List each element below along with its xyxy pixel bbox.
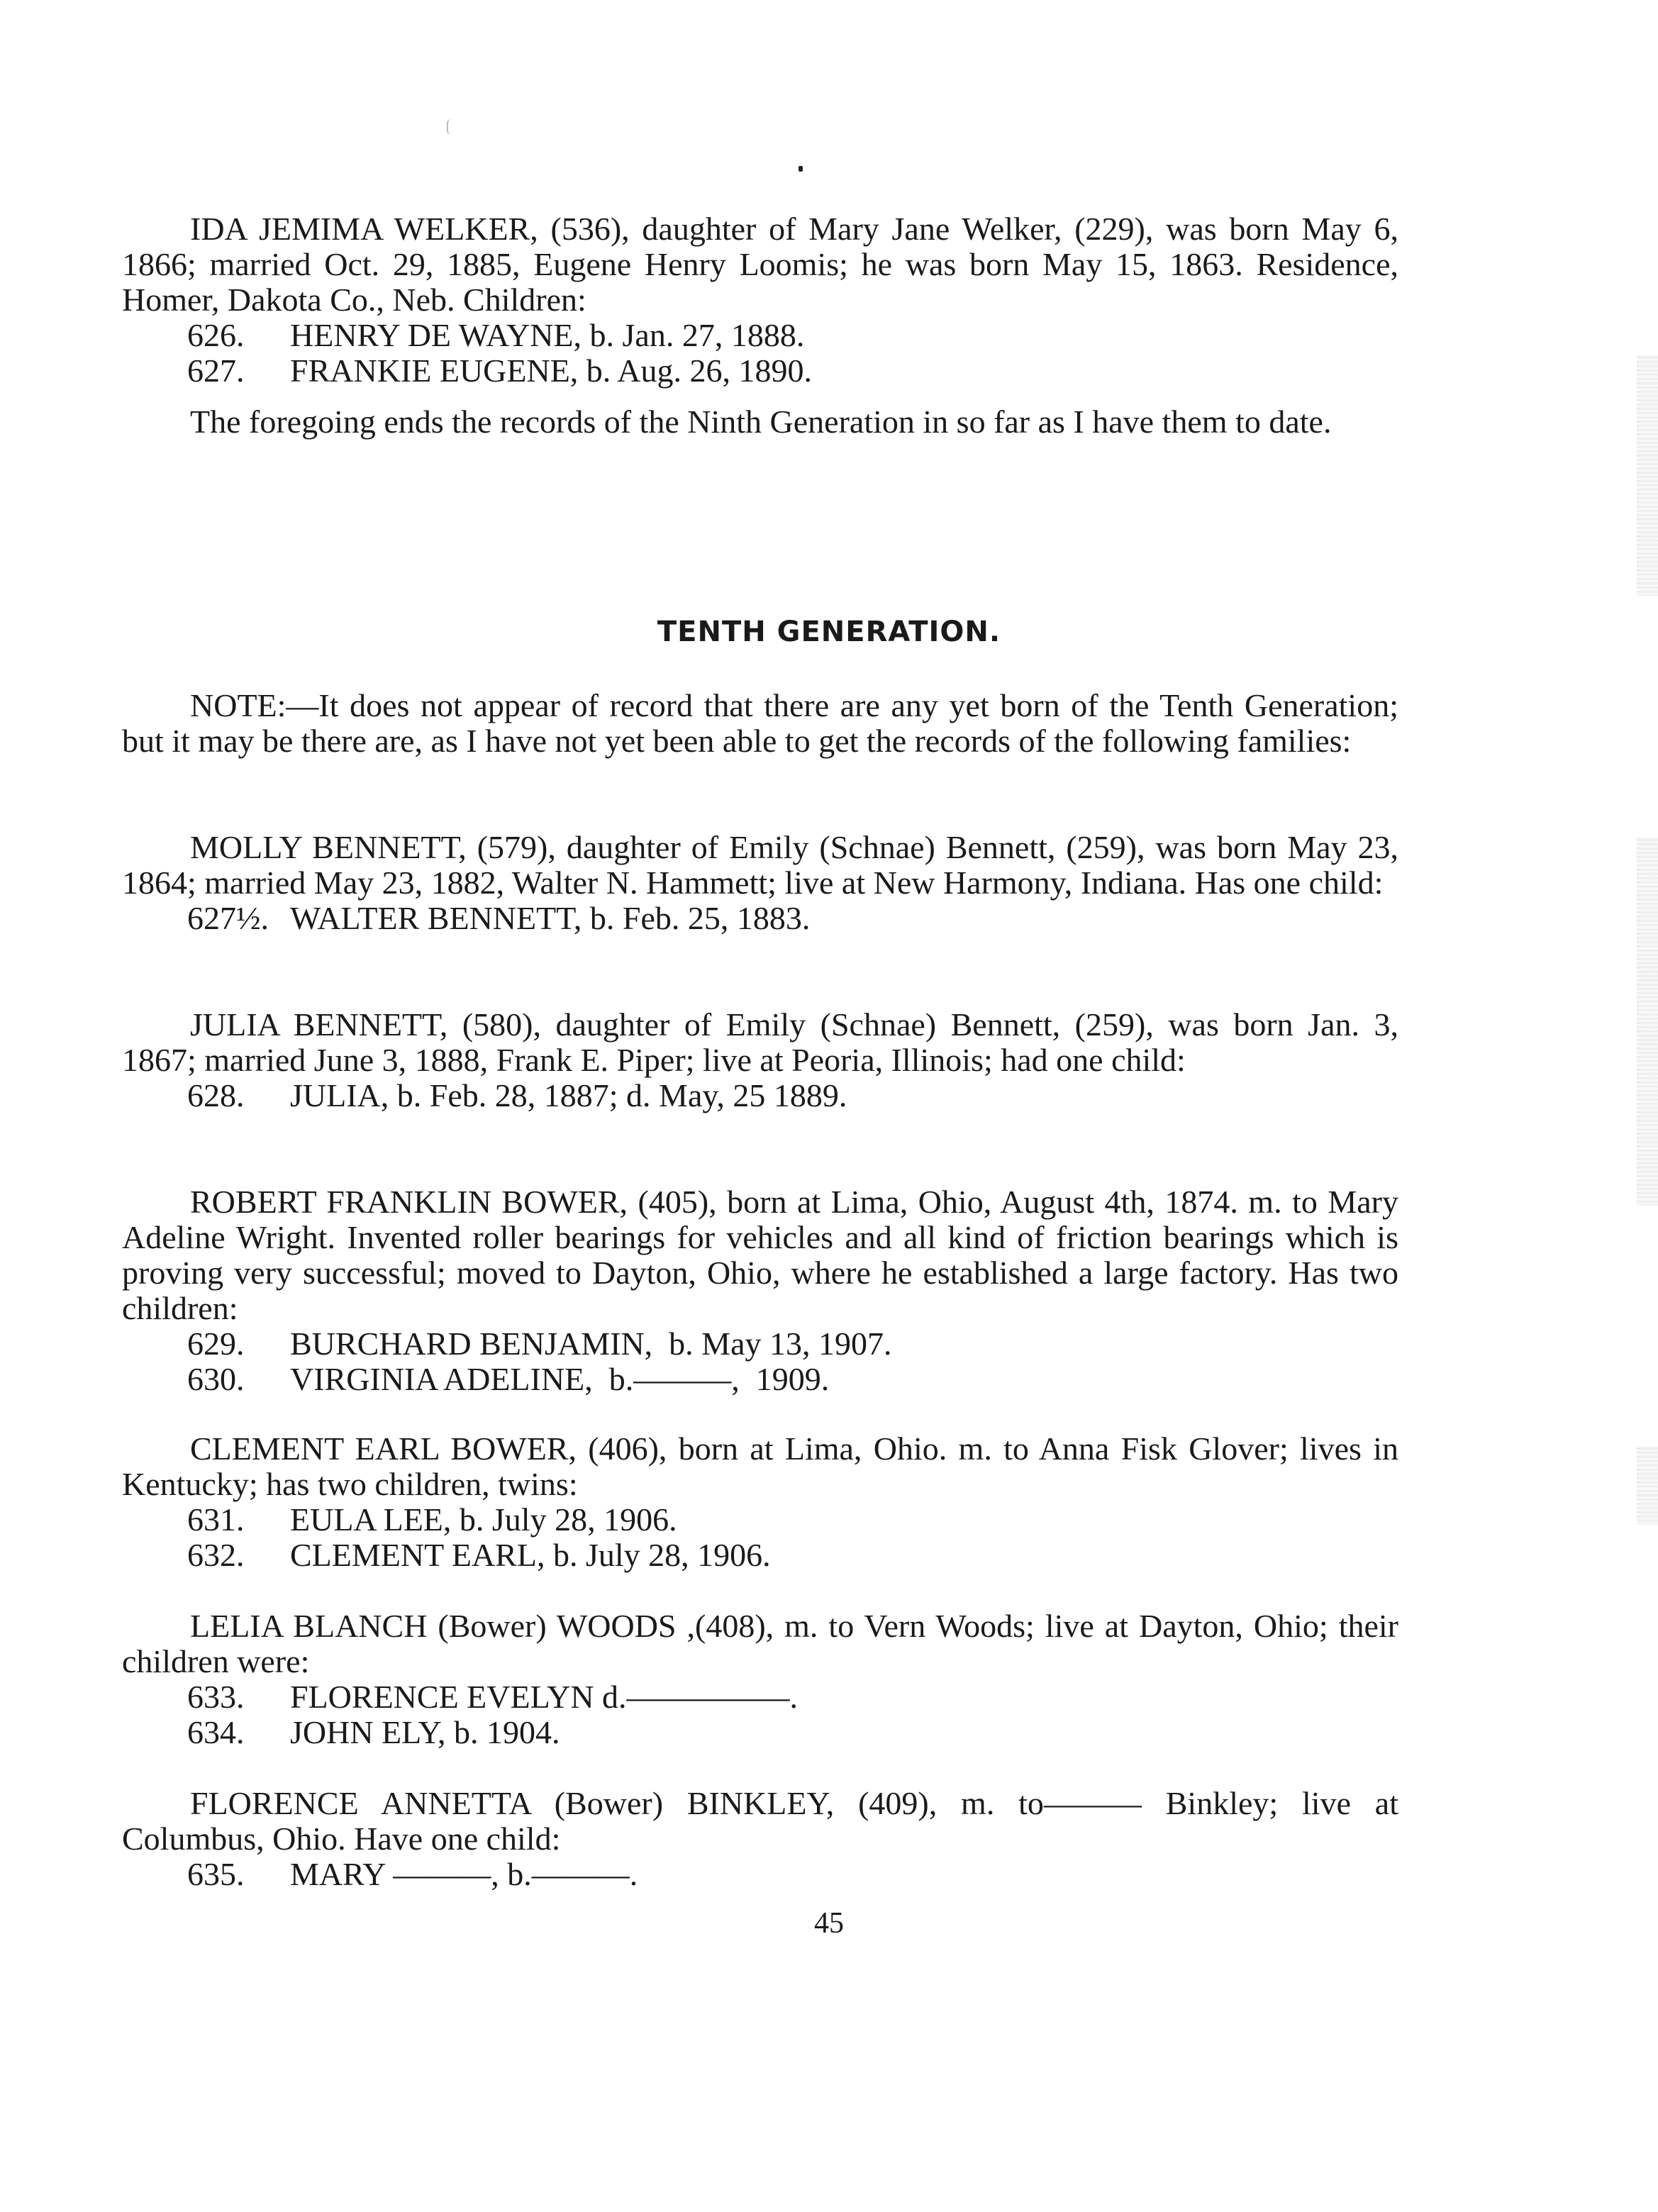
- scan-mark: [447, 119, 455, 135]
- child-entry: [122, 1538, 1398, 1573]
- child-number: 627½.: [187, 900, 269, 936]
- page-number: 45: [814, 1907, 844, 1940]
- child-name: JULIA, b. Feb. 28, 1887; d. May, 25 1889.: [290, 1077, 847, 1113]
- child-number: 629.: [187, 1325, 245, 1362]
- entry-text: FLORENCE ANNETTA (Bower) BINKLEY, (409), m. to——— Binkley; live at Columbus, Ohio. Have one child:: [122, 1785, 1398, 1857]
- child-entry: [122, 1679, 1398, 1715]
- entry-ida-welker: [122, 211, 1398, 389]
- child-number: 632.: [187, 1537, 245, 1573]
- entry-florence-binkley: [122, 1786, 1398, 1892]
- child-number: 630.: [187, 1361, 245, 1397]
- entry-text: LELIA BLANCH (Bower) WOODS ,(408), m. to Vern Woods; live at Dayton, Ohio; their children were:: [122, 1608, 1398, 1679]
- scan-speck: [799, 166, 803, 172]
- child-entry: [122, 901, 1398, 936]
- child-number: 628.: [187, 1077, 245, 1113]
- child-entry: [122, 1715, 1398, 1750]
- child-number: 634.: [187, 1714, 245, 1750]
- child-entry: [122, 1502, 1398, 1538]
- entry-robert-bower: [122, 1184, 1398, 1397]
- child-entry: [122, 1078, 1398, 1113]
- closing-note-text: The foregoing ends the records of the Ninth Generation in so far as I have them to date.: [190, 404, 1332, 440]
- scan-edge-noise: [1637, 1447, 1658, 1525]
- entry-text: CLEMENT EARL BOWER, (406), born at Lima, Ohio. m. to Anna Fisk Glover; lives in Kentucky; has two children, twins:: [122, 1430, 1398, 1502]
- child-entry: [122, 1857, 1398, 1892]
- tenth-generation-note: [122, 688, 1398, 759]
- entry-julia-bennett: [122, 1007, 1398, 1113]
- child-name: MARY ———, b.———.: [290, 1856, 638, 1892]
- section-heading: TENTH GENERATION.: [657, 616, 1001, 648]
- child-name: VIRGINIA ADELINE, b.———, 1909.: [290, 1361, 830, 1397]
- child-number: 633.: [187, 1679, 245, 1715]
- entry-molly-bennett: [122, 830, 1398, 936]
- child-entry: [122, 318, 1398, 353]
- child-name: FRANKIE EUGENE, b. Aug. 26, 1890.: [290, 352, 812, 389]
- entry-text: IDA JEMIMA WELKER, (536), daughter of Mary Jane Welker, (229), was born May 6, 1866; married Oct. 29, 1885, Eugene Henry Loomis; he was born May 15, 1863. Residence, Homer, Dakota Co., Neb. Children:: [122, 211, 1398, 318]
- entry-lelia-woods: [122, 1608, 1398, 1750]
- child-name: JOHN ELY, b. 1904.: [290, 1714, 560, 1750]
- entry-text: ROBERT FRANKLIN BOWER, (405), born at Lima, Ohio, August 4th, 1874. m. to Mary Adeline Wright. Invented roller bearings for vehicles and all kind of friction bearings which is proving very successful; moved to Dayton, Ohio, where he established a large factory. Has two children:: [122, 1184, 1398, 1326]
- child-number: 627.: [187, 352, 245, 389]
- child-number: 626.: [187, 317, 245, 353]
- child-entry: [122, 1326, 1398, 1362]
- child-name: WALTER BENNETT, b. Feb. 25, 1883.: [290, 900, 811, 936]
- entry-text: JULIA BENNETT, (580), daughter of Emily (Schnae) Bennett, (259), was born Jan. 3, 1867; married June 3, 1888, Frank E. Piper; live at Peoria, Illinois; had one child:: [122, 1006, 1398, 1078]
- child-number: 631.: [187, 1501, 245, 1538]
- child-entry: [122, 353, 1398, 389]
- child-name: FLORENCE EVELYN d.—————.: [290, 1679, 799, 1715]
- child-name: BURCHARD BENJAMIN, b. May 13, 1907.: [290, 1325, 892, 1362]
- entry-clement-bower: [122, 1431, 1398, 1573]
- child-entry: [122, 1362, 1398, 1397]
- ninth-generation-closing-note: [190, 404, 1398, 440]
- child-name: HENRY DE WAYNE, b. Jan. 27, 1888.: [290, 317, 805, 353]
- child-name: EULA LEE, b. July 28, 1906.: [290, 1501, 677, 1538]
- child-number: 635.: [187, 1856, 245, 1892]
- note-text: NOTE:—It does not appear of record that there are any yet born of the Tenth Generation; but it may be there are, as I have not yet been able to get the records of the following families:: [122, 687, 1398, 759]
- child-name: CLEMENT EARL, b. July 28, 1906.: [290, 1537, 771, 1573]
- scan-edge-noise: [1637, 837, 1658, 1206]
- entry-text: MOLLY BENNETT, (579), daughter of Emily (Schnae) Bennett, (259), was born May 23, 1864; married May 23, 1882, Walter N. Hammett; live at New Harmony, Indiana. Has one child:: [122, 829, 1398, 901]
- scan-edge-noise: [1637, 355, 1658, 596]
